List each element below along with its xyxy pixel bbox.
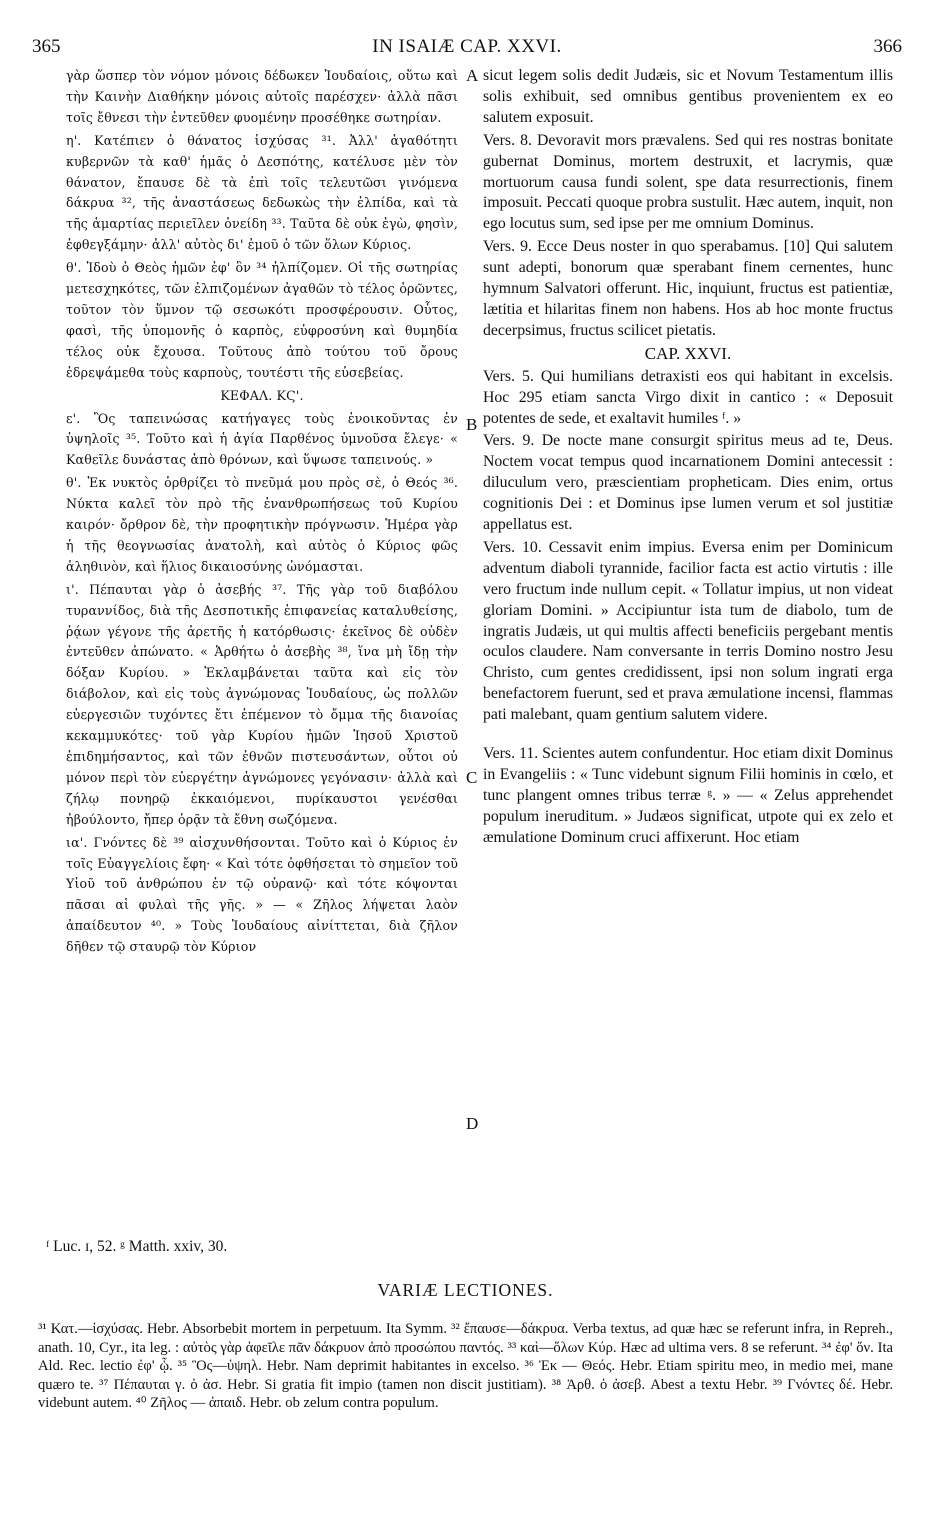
- greek-paragraph: η'. Κατέπιεν ὁ θάνατος ἰσχύσας ³¹. Ἀλλ' ἀγαθότητι κυβερνῶν τὰ καθ' ἡμᾶς ὁ Δεσπότης, κατέλυσε μὲν τὸν θάνατον, ἔπαυσε δὲ τὰ ἐπὶ τοῖς τελευτῶσι γινόμενα δάκρυα ³², τῆς ἀναστάσεως δεδωκὼς τὴν ἐλπίδα, καὶ τὰ τῆς ἁμαρτίας περιεῖλεν ὀνείδη ³³. Ταῦτα δὲ οὐκ ἐγὼ, φησὶν, ἐφθεγξάμην· ἀλλ' αὐτὸς δι' ἐμοῦ ὁ τῶν ὅλων Κύριος.: [66, 132, 458, 253]
- variae-lectiones-text: ³¹ Κατ.—ἰσχύσας. Hebr. Absorbebit mortem in perpetuum. Ita Symm. ³² ἔπαυσε—δάκρυα. Verba textus, ad quæ hæc se referunt infra, in Repreh., anath. 10, Cyr., ita leg. : αὐτὸς γὰρ ἀφεῖλε πᾶν δάκρυον ἀπὸ προσώπου παντός. ³³ καὶ—ὅλων Κύρ. Hæc ad ultima vers. 8 se referunt. ³⁴ ἐφ' ὅν. Ita Ald. Rec. lectio ἐφ' ᾧ. ³⁵ Ὃς—ὑψηλ. Hebr. Nam deprimit habitantes in excelso. ³⁶ Ἐκ — Θεός. Hebr. Etiam spiritu meo, in medio mei, mane quæro te. ³⁷ Πέπαυται γ. ὁ ἀσ. Hebr. Si gratia fit impio (tamen non discit justitiam). ³⁸ Ἀρθ. ὁ ἀσεβ. Abest a textu Hebr. ³⁹ Γνόντες δέ. Hebr. videbunt autem. ⁴⁰ Ζῆλος — ἀπαιδ. Hebr. ob zelum contra populum.: [38, 1321, 893, 1412]
- greek-paragraph: θ'. Ἰδοὺ ὁ Θεὸς ἡμῶν ἐφ' ὃν ³⁴ ἠλπίζομεν. Οἱ τῆς σωτηρίας μετεσχηκότες, τῶν ἐλπιζομένων ἀγαθῶν τὸ τέλος ὁρῶντες, τοῦτον τὸν ὕμνον τῷ σεσωκότι προσφέρουσιν. Οὗτος, φασὶ, τῆς ὑπομονῆς ὁ καρπὸς, εὐφροσύνη καὶ θυμηδία τέλος οὐκ ἔχουσα. Τοῦτους ἀπὸ τούτου τοῦ ὄρους ἐδρεψάμεθα τοὺς καρποὺς, τουτέστι τῆς εὐσεβείας.: [66, 260, 458, 380]
- latin-chapter-heading: CAP. XXVI.: [644, 343, 732, 363]
- latin-paragraph: Vers. 11. Scientes autem confundentur. Hoc etiam dixit Dominus in Evangeliis : « Tunc videbunt signum Filii hominis in cœlo, et tunc plangent omnes tribus terræ ᵍ. » — « Zelus apprehendet populum ineruditum. » Judæos significat, utpote qui ex zelo et æmulatione Dominum cruci affixerunt. Hoc etiam: [483, 745, 893, 846]
- paragraph-gap: [483, 726, 893, 744]
- margin-letter-c: C: [466, 768, 478, 787]
- greek-column: [66, 66, 458, 958]
- latin-paragraph: Vers. 9. Ecce Deus noster in quo sperabamus. [10] Qui salutem sunt adepti, bonorum quæ sperabant finem cernentes, hunc hymnum Salvatori offerunt. Hic, inquiunt, fructus est patientiæ, lætitia et hilaritas finem non habens. Hos ab hoc monte fructus decerpsimus, fructus scilicet pietatis.: [483, 238, 893, 339]
- latin-column: [483, 66, 893, 849]
- latin-paragraph: Vers. 8. Devoravit mors prævalens. Sed qui res nostras bonitate gubernat Dominus, mortem destruxit, et lacrymis, quæ mortuorum causa fundi solent, spe data resurrectionis, finem imposuit. Peccati quoque probra sustulit. Hæc autem, inquit, non ego locutus sum, sed ipse per me omnium Dominus.: [483, 131, 893, 233]
- greek-paragraph: γὰρ ὥσπερ τὸν νόμον μόνοις δέδωκεν Ἰουδαίοις, οὕτω καὶ τὴν Καινὴν Διαθήκην μόνοις αὐτοῖς παρέσχεν· ἀλλὰ πᾶσι τοῖς ἔθνεσι τὴν ἐντεῦθεν φυομένην προσέθηκε σωτηρίαν.: [66, 68, 458, 125]
- greek-chapter-heading: ΚΕΦΑΛ. ΚϚ'.: [220, 387, 304, 403]
- margin-letter-d: D: [466, 1114, 479, 1133]
- running-header: [32, 36, 902, 62]
- greek-paragraph: ε'. Ὃς ταπεινώσας κατήγαγες τοὺς ἐνοικοῦντας ἐν ὑψηλοῖς ³⁵. Τοῦτο καὶ ἡ ἁγία Παρθένος ὑμνοῦσα ἔλεγε· « Καθεῖλε δυνάστας ἀπὸ θρόνων, καὶ ὕψωσε ταπεινούς. »: [66, 410, 458, 468]
- footnotes: ᶠ Luc. ɪ, 52. ᵍ Matth. xxiv, 30.: [46, 1238, 228, 1255]
- latin-paragraph: Vers. 9. De nocte mane consurgit spiritus meus ad te, Deus. Noctem vocat tempus quod incarnationem Domini antecessit : diluculum vero, præscientiam propheticam. Dies enim, ortus cognitionis Dei : et Dominus ipse lumen verum et sol justitiæ appellatus est.: [483, 432, 893, 534]
- latin-paragraph: Vers. 5. Qui humilians detraxisti eos qui habitant in excelsis. Hoc 295 etiam sancta Virgo dixit in cantico : « Deposuit potentes de sede, et exaltavit humiles ᶠ. »: [483, 367, 893, 427]
- latin-paragraph: sicut legem solis dedit Judæis, sic et Novum Testamentum illis solis exhibuit, sed omnibus gentibus provenientem ex eo salutem exposuit.: [483, 67, 893, 126]
- latin-paragraph: Vers. 10. Cessavit enim impius. Eversa enim per Dominicum adventum diaboli tyrannide, facilior facta est actio virtutis : ille vero fructum inde nullum cepit. « Tollatur impius, ut non videat gloriam Domini. » Accipiuntur ista tum de diabolo, tum de ingratis Judæis, ut qui multis affecti beneficiis pergebant mentis oculos claudere. Nam conversante in terris Domino nostro Jesu Christo, cum gentes credidissent, ipsi non solum ingrati erga benefactorem fuerunt, sed et prava æmulatione incensi, flammas pati malebant, quam gentium salutem videre.: [483, 538, 893, 724]
- margin-letter-a: A: [466, 66, 479, 85]
- greek-paragraph: θ'. Ἐκ νυκτὸς ὀρθρίζει τὸ πνεῦμά μου πρὸς σὲ, ὁ Θεός ³⁶. Νύκτα καλεῖ τὸν πρὸ τῆς ἐνανθρωπήσεως τοῦ Κυρίου καιρόν· ὄρθρον δὲ, τὴν προφητικὴν πρόγνωσιν. Ἡμέρα γὰρ ἡ τῆς θεογνωσίας ἀνατολὴ, καὶ αὐτὸς ὁ Κύριος φῶς ἀληθινὸν, καὶ ἥλιος δικαιοσύνης ὠνόμασται.: [66, 475, 458, 574]
- running-title: IN ISAIÆ CAP. XXVI.: [372, 36, 562, 57]
- right-page-number: 366: [873, 36, 902, 57]
- variae-lectiones-heading: VARIÆ LECTIONES.: [377, 1280, 554, 1300]
- margin-letter-b: B: [466, 415, 478, 434]
- greek-paragraph: ι'. Πέπαυται γὰρ ὁ ἀσεβής ³⁷. Τῆς γὰρ τοῦ διαβόλου τυραννίδος, διὰ τῆς Δεσποτικῆς ἐπιφανείας καταλυθείσης, ῥᾴων γέγονε τῆς ἀρετῆς ἡ κατόρθωσις· ἐκεῖνος δὲ οὐδὲν ἐντεῦθεν ἀπώνατο. « Ἀρθήτω ὁ ἀσεβὴς ³⁸, ἵνα μὴ ἴδῃ τὴν δόξαν Κυρίου. » Ἐκλαμβάνεται ταῦτα καὶ εἰς τὸν διάβολον, καὶ εἰς τοὺς ἀγνώμονας Ἰουδαίους, ὡς πολλῶν εὐεργεσιῶν τυχόντες ἔτι ἐπέμενον τὸ ὄμμα τῆς διανοίας κεκαμμυκότες· τοῦ γὰρ Κυρίου ἡμῶν Ἰησοῦ Χριστοῦ ἐπιδημήσαντος, καὶ τῶν ἐθνῶν πιστευσάντων, οὗτοι οὐ μόνον περὶ τὸν εὐεργέτην ἀγνώμονες γεγόνασιν· ἀλλὰ καὶ ζήλῳ πονηρῷ ἐκκαιόμενοι, πυρίκαυστοι γενέσθαι ἠβούλοντο, ἤπερ ὁρᾷν τὰ ἔθνη σωζόμενα.: [66, 581, 458, 827]
- greek-paragraph: ια'. Γνόντες δὲ ³⁹ αἰσχυνθήσονται. Τοῦτο καὶ ὁ Κύριος ἐν τοῖς Εὐαγγελίοις ἔφη· « Καὶ τότε ὀφθήσεται τὸ σημεῖον τοῦ Υἱοῦ τοῦ ἀνθρώπου ἐν τῷ οὐρανῷ· καὶ τότε κόψονται πᾶσαι αἱ φυλαὶ τῆς γῆς. » — « Ζῆλος λήψεται λαὸν ἀπαίδευτον ⁴⁰. » Τοὺς Ἰουδαίους αἰνίττεται, διὰ ζῆλον δῆθεν τῷ σταυρῷ τὸν Κύριον: [66, 834, 458, 955]
- variae-lectiones: [38, 1320, 893, 1413]
- left-page-number: 365: [32, 36, 61, 57]
